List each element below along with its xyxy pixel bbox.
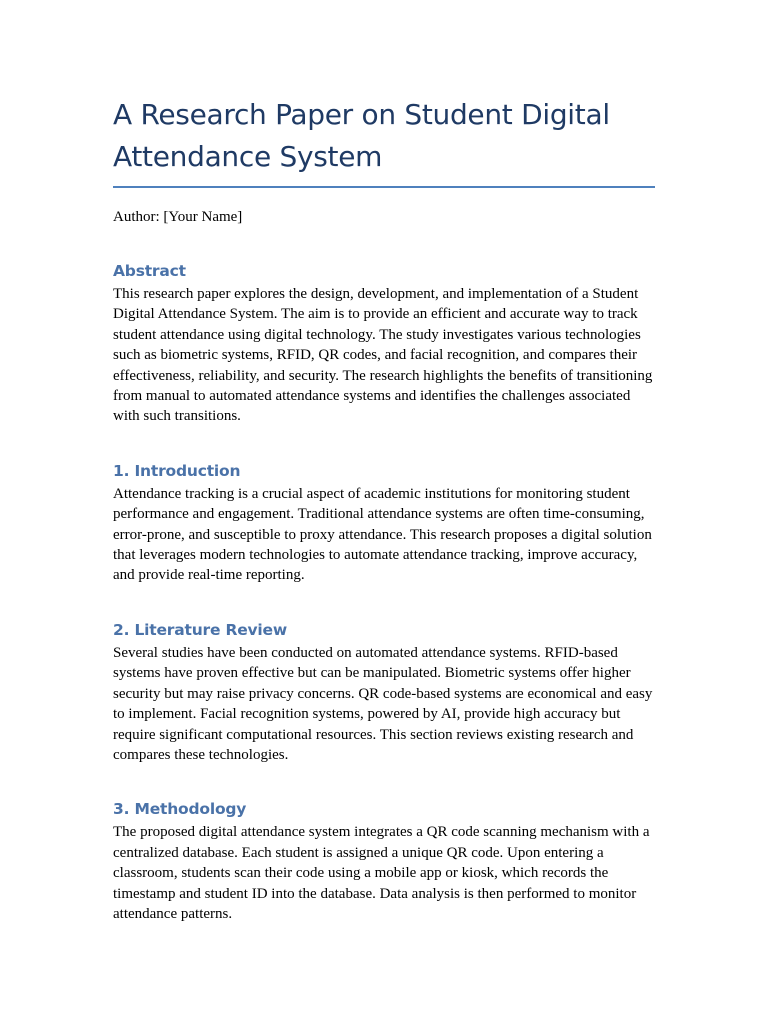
section-heading: 1. Introduction [113, 461, 241, 480]
section-body: Attendance tracking is a crucial aspect of academic institutions for monitoring student performance and engagement. Traditional attendance systems are often time-consuming, error-prone, and susceptible to proxy attendance. This research proposes a digital solution that leverages modern technologies to automate attendance tracking, improve accuracy, and provide real-time reporting. [113, 485, 652, 584]
section-heading: 3. Methodology [113, 800, 247, 819]
section-body: Several studies have been conducted on automated attendance systems. RFID-based systems have proven effective but can be manipulated. Biometric systems offer higher security but may raise privacy concerns. QR code-based systems are economical and easy to implement. Facial recognition systems, powered by AI, provide high accuracy but require significant computational resources. This section reviews existing research and compares these technologies. [113, 644, 653, 763]
author-line: Author: [Your Name] [113, 209, 243, 225]
document-title: A Research Paper on Student Digital Attendance System [113, 94, 655, 188]
section-methodology [113, 798, 655, 924]
document-page [113, 94, 655, 924]
section-heading: Abstract [113, 262, 186, 280]
section-body: The proposed digital attendance system integrates a QR code scanning mechanism with a centralized database. Each student is assigned a unique QR code. Upon entering a classroom, students scan their code using a mobile app or kiosk, which records the timestamp and student ID into the database. Data analysis is then performed to monitor attendance patterns. [113, 824, 650, 922]
section-introduction [113, 460, 655, 586]
section-body: This research paper explores the design, development, and implementation of a Student Digital Attendance System. The aim is to provide an efficient and accurate way to track student attendance using digital technology. The study investigates various technologies such as biometric systems, RFID, QR codes, and facial recognition, and compares their effectiveness, reliability, and security. The research highlights the benefits of transitioning from manual to automated attendance systems and identifies the challenges associated with such transitions. [113, 286, 653, 425]
section-heading: 2. Literature Review [113, 620, 287, 639]
section-literature-review [113, 619, 655, 765]
section-abstract [113, 260, 655, 427]
